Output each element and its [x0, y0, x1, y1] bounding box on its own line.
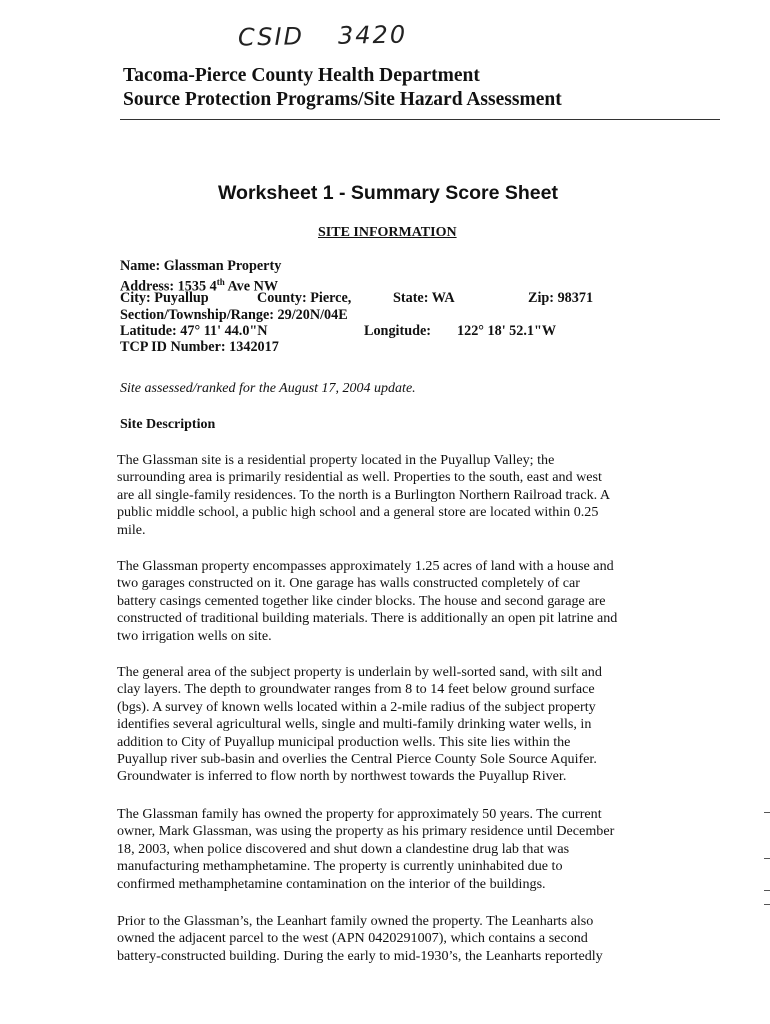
- site-description-heading: Site Description: [120, 417, 216, 432]
- site-longitude-value: 122° 18' 52.1"W: [457, 322, 557, 339]
- site-county: County: Pierce,: [257, 290, 352, 307]
- scan-edge-mark: [764, 890, 770, 891]
- paragraph-geology-groundwater: [117, 664, 677, 786]
- paragraph-line: two garages constructed on it. One garage has walls constructed completely of car: [117, 575, 580, 592]
- paragraph-line: are all single-family residences. To the north is a Burlington Northern Railroad track. A: [117, 486, 611, 503]
- header-line-1: Tacoma-Pierce County Health Department: [123, 65, 480, 86]
- worksheet-title: Worksheet 1 - Summary Score Sheet: [218, 182, 558, 204]
- paragraph-ownership-history: [117, 806, 677, 893]
- paragraph-property-structures: [117, 558, 677, 645]
- site-info-heading: SITE INFORMATION: [318, 225, 457, 240]
- paragraph-line: The general area of the subject property is underlain by well-sorted sand, with silt and: [117, 664, 602, 680]
- paragraph-line: two irrigation wells on site.: [117, 627, 272, 644]
- site-zip: Zip: 98371: [528, 290, 594, 307]
- paragraph-line: identifies several agricultural wells, single and multi-family drinking water wells, in: [117, 716, 592, 733]
- site-state: State: WA: [393, 290, 455, 307]
- paragraph-line: owned the adjacent parcel to the west (APN 0420291007), which contains a second: [117, 930, 588, 947]
- paragraph-line: manufacturing methamphetamine. The property is currently uninhabited due to: [117, 858, 563, 875]
- paragraph-line: confirmed methamphetamine contamination on the interior of the buildings.: [117, 875, 546, 892]
- site-name: Name: Glassman Property: [120, 258, 282, 274]
- header-line-2: Source Protection Programs/Site Hazard Assessment: [123, 89, 562, 110]
- scan-edge-mark: [764, 904, 770, 905]
- paragraph-site-setting: [117, 452, 677, 539]
- paragraph-line: clay layers. The depth to groundwater ranges from 8 to 14 feet below ground surface: [117, 681, 595, 698]
- paragraph-line: constructed of traditional building materials. There is additionally an open pit latrine and: [117, 610, 618, 627]
- site-city: City: Puyallup: [120, 290, 209, 307]
- scan-edge-mark: [764, 858, 770, 859]
- header-rule: [120, 119, 720, 120]
- paragraph-line: addition to City of Puyallup municipal production wells. This site lies within the: [117, 733, 571, 750]
- annotation-csid: CSID: [237, 22, 305, 52]
- paragraph-line: battery casings cemented together like cinder blocks. The house and second garage are: [117, 592, 606, 609]
- paragraph-line: The Glassman family has owned the property for approximately 50 years. The current: [117, 806, 602, 822]
- paragraph-line: (bgs). A survey of known wells located within a 2-mile radius of the subject property: [117, 698, 596, 715]
- site-section-township-range: Section/Township/Range: 29/20N/04E: [120, 306, 348, 323]
- paragraph-line: The Glassman site is a residential property located in the Puyallup Valley; the: [117, 452, 555, 468]
- site-latitude: Latitude: 47° 11' 44.0"N: [120, 322, 268, 339]
- paragraph-line: surrounding area is primarily residential as well. Properties to the south, east and west: [117, 469, 602, 486]
- paragraph-line: The Glassman property encompasses approximately 1.25 acres of land with a house and: [117, 558, 614, 574]
- paragraph-prior-owners: [117, 913, 677, 965]
- document-header: [123, 64, 562, 112]
- site-address: Address: 1535 4th Ave NW: [120, 277, 279, 295]
- paragraph-line: Prior to the Glassman’s, the Leanhart family owned the property. The Leanharts also: [117, 913, 594, 929]
- paragraph-line: Groundwater is inferred to flow north by northwest towards the Puyallup River.: [117, 768, 567, 785]
- paragraph-line: mile.: [117, 521, 146, 538]
- scan-edge-mark: [764, 812, 770, 813]
- paragraph-line: owner, Mark Glassman, was using the property as his primary residence until December: [117, 823, 615, 840]
- paragraph-line: 18, 2003, when police discovered and shut down a clandestine drug lab that was: [117, 840, 570, 857]
- annotation-number: 3420: [337, 20, 408, 50]
- paragraph-line: battery-constructed building. During the early to mid-1930’s, the Leanharts reportedly: [117, 947, 603, 964]
- site-tcp-id: TCP ID Number: 1342017: [120, 338, 279, 355]
- assessment-note: Site assessed/ranked for the August 17, 2004 update.: [120, 381, 416, 396]
- paragraph-line: public middle school, a public high school and a general store are located within 0.25: [117, 504, 599, 521]
- site-longitude-label: Longitude:: [364, 322, 432, 339]
- handwritten-annotation: [238, 21, 408, 52]
- paragraph-line: Puyallup river sub-basin and overlies the Central Pierce County Sole Source Aquifer.: [117, 751, 597, 768]
